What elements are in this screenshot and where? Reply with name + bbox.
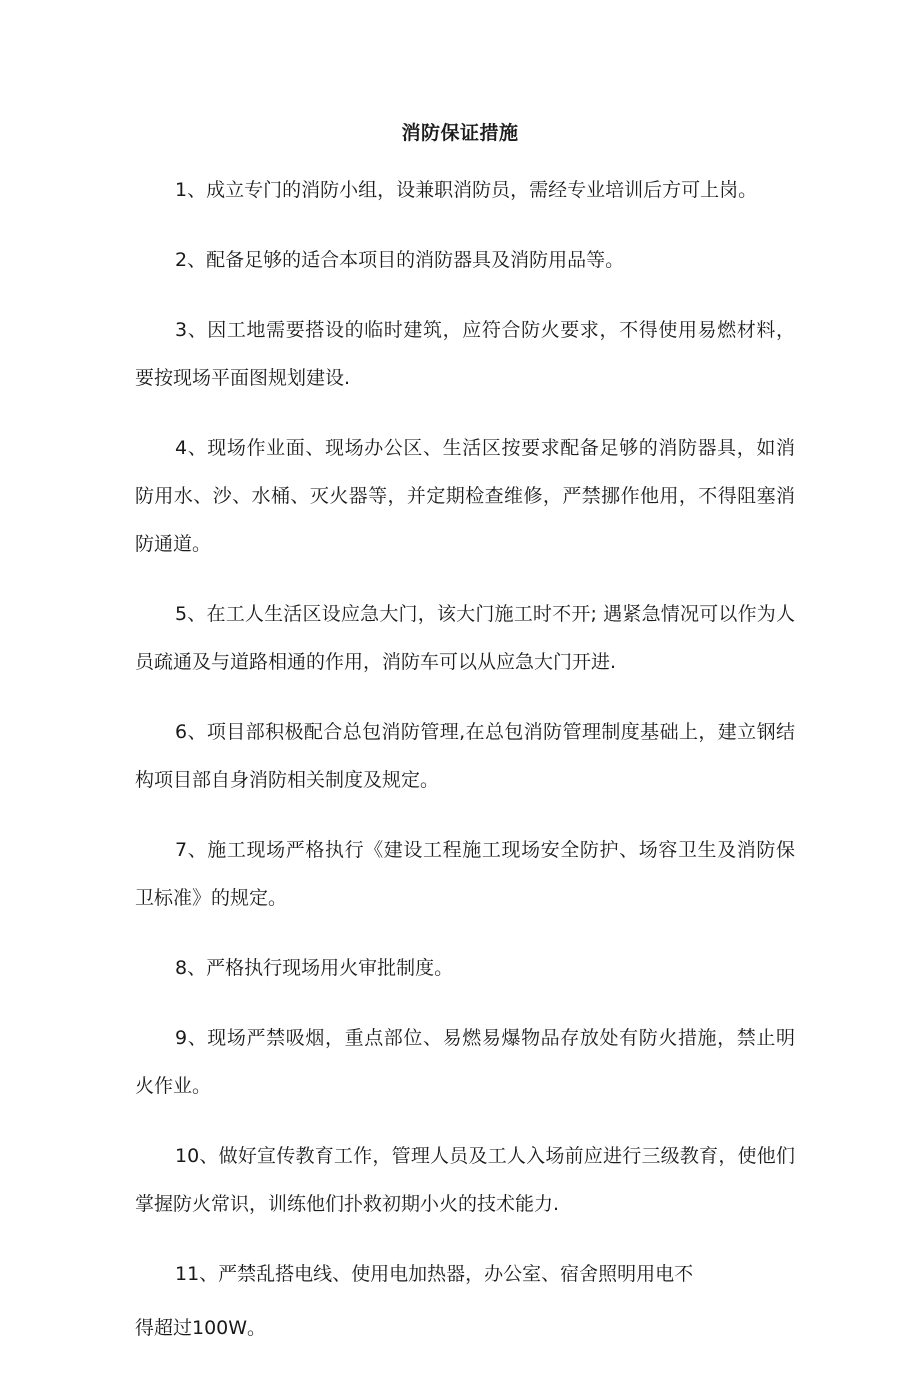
paragraph-2: 2、配备足够的适合本项目的消防器具及消防用品等。 bbox=[175, 249, 625, 271]
paragraph-3: 3、因工地需要搭设的临时建筑，应符合防火要求，不得使用易燃材料，要按现场平面图规划建设. bbox=[135, 319, 795, 389]
paragraph-5: 5、在工人生活区设应急大门，该大门施工时不开; 遇紧急情况可以作为人员疏通及与道路相通的作用，消防车可以从应急大门开进. bbox=[135, 603, 795, 673]
document-title: 消防保证措施 bbox=[401, 122, 519, 144]
paragraph-6: 6、项目部积极配合总包消防管理,在总包消防管理制度基础上，建立钢结构项目部自身消防相关制度及规定。 bbox=[135, 721, 795, 791]
paragraph-8: 8、严格执行现场用火审批制度。 bbox=[175, 957, 454, 979]
paragraph-11-line-1: 11、严禁乱搭电线、使用电加热器，办公室、宿舍照明用电不 bbox=[175, 1263, 694, 1285]
paragraph-1: 1、成立专门的消防小组，设兼职消防员，需经专业培训后方可上岗。 bbox=[175, 179, 758, 201]
document-body bbox=[135, 166, 795, 1374]
paragraph-11-line-2: 得超过100W。 bbox=[135, 1317, 267, 1339]
paragraph-9: 9、现场严禁吸烟，重点部位、易燃易爆物品存放处有防火措施，禁止明火作业。 bbox=[135, 1027, 795, 1097]
paragraph-7: 7、施工现场严格执行《建设工程施工现场安全防护、场容卫生及消防保卫标准》的规定。 bbox=[135, 839, 795, 909]
paragraph-10: 10、做好宣传教育工作，管理人员及工人入场前应进行三级教育，使他们掌握防火常识，训练他们扑救初期小火的技术能力. bbox=[135, 1145, 795, 1215]
paragraph-4: 4、现场作业面、现场办公区、生活区按要求配备足够的消防器具，如消防用水、沙、水桶、灭火器等，并定期检查维修，严禁挪作他用，不得阻塞消防通道。 bbox=[135, 437, 795, 555]
